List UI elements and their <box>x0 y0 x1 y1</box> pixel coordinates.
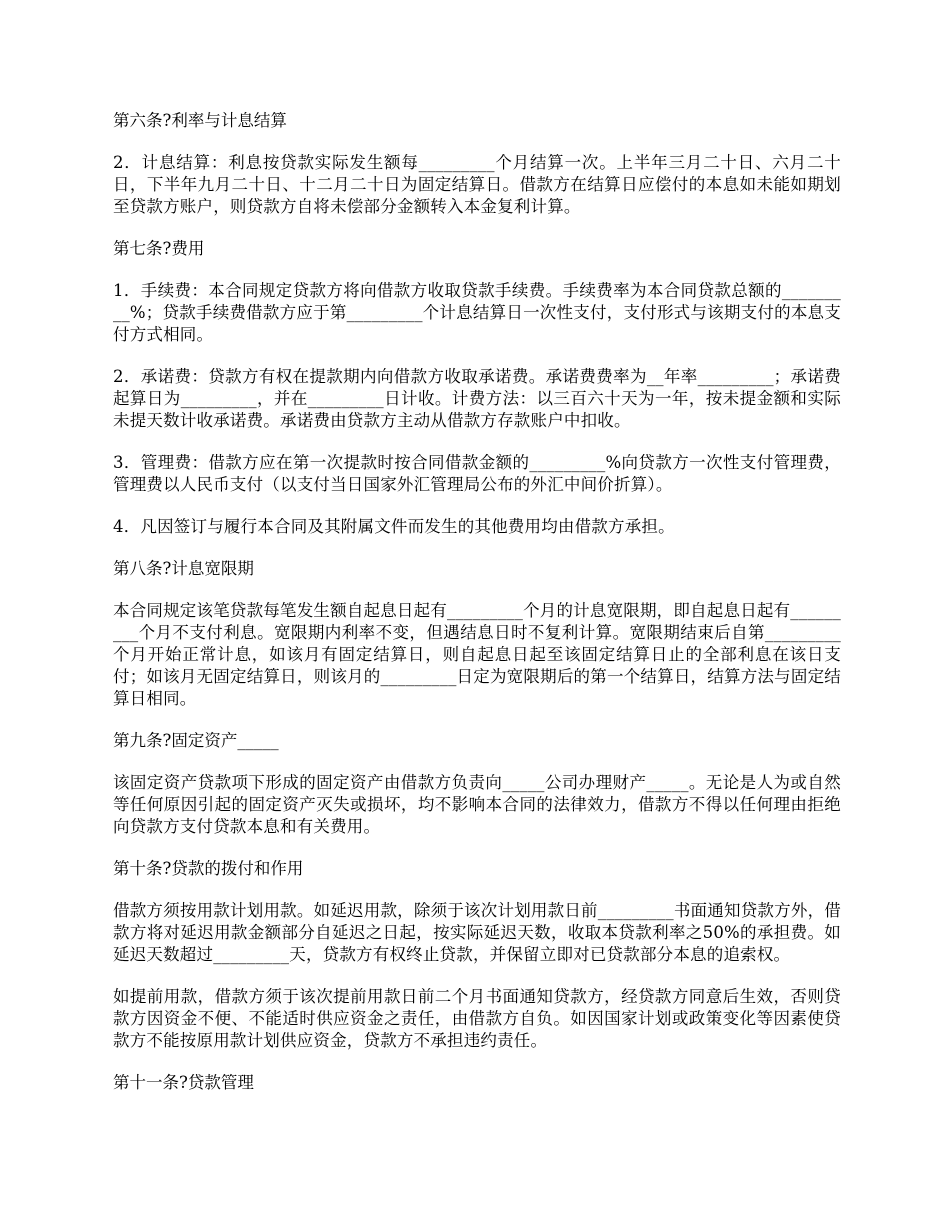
section-heading-article-10: 第十条?贷款的拨付和作用 <box>113 859 304 878</box>
section-heading-article-9: 第九条?固定资产_____ <box>113 731 279 750</box>
section-heading-article-7: 第七条?费用 <box>113 239 205 258</box>
section-heading-article-8: 第八条?计息宽限期 <box>113 559 254 578</box>
paragraph-grace-period: 本合同规定该笔贷款每笔发生额自起息日起有_________个月的计息宽限期，即自起息日起有_________个月不支付利息。宽限期内利率不变，但遇结息日时不复利计算。宽限期结束后自第_________个月开始正常计息，如该月有固定结算日，则自起息日起至该固定结算日止的全部利息在该日支付；如该月无固定结算日，则该月的_________日定为宽限期后的第一个结算日，结算方法与固定结算日相同。 <box>113 601 841 708</box>
section-heading-article-11: 第十一条?贷款管理 <box>113 1073 254 1092</box>
paragraph-commitment-fee: 2．承诺费：贷款方有权在提款期内向借款方收取承诺费。承诺费费率为__年率_________；承诺费起算日为_________，并在_________日计收。计费方法：以三百六十天为一年，按未提金额和实际未提天数计收承诺费。承诺费由贷款方主动从借款方存款账户中扣收。 <box>113 367 841 430</box>
paragraph-other-fees: 4．凡因签订与履行本合同及其附属文件而发生的其他费用均由借款方承担。 <box>113 517 675 536</box>
paragraph-handling-fee: 1．手续费：本合同规定贷款方将向借款方收取贷款手续费。手续费率为本合同贷款总额的_________%；贷款手续费借款方应于第_________个计息结算日一次性支付，支付形式与该期支付的本息支付方式相同。 <box>113 281 841 344</box>
paragraph-fixed-assets: 该固定资产贷款项下形成的固定资产由借款方负责向_____公司办理财产_____。无论是人为或自然等任何原因引起的固定资产灭失或损坏，均不影响本合同的法律效力，借款方不得以任何理由拒绝向贷款方支付贷款本息和有关费用。 <box>113 773 841 836</box>
document-body <box>113 110 841 1114</box>
paragraph-management-fee: 3．管理费：借款方应在第一次提款时按合同借款金额的_________%向贷款方一次性支付管理费，管理费以人民币支付（以支付当日国家外汇管理局公布的外汇中间价折算）。 <box>113 453 841 494</box>
paragraph-delayed-drawdown: 借款方须按用款计划用款。如延迟用款，除须于该次计划用款日前_________书面通知贷款方外，借款方将对延迟用款金额部分自延迟之日起，按实际延迟天数，收取本贷款利率之50%的承担费。如延迟天数超过_________天，贷款方有权终止贷款，并保留立即对已贷款部分本息的追索权。 <box>113 901 841 964</box>
section-heading-article-6: 第六条?利率与计息结算 <box>113 111 287 130</box>
paragraph-interest-settlement: 2．计息结算：利息按贷款实际发生额每_________个月结算一次。上半年三月二十日、六月二十日，下半年九月二十日、十二月二十日为固定结算日。借款方在结算日应偿付的本息如未能如期划至贷款方账户，则贷款方自将未偿部分金额转入本金复利计算。 <box>113 153 841 216</box>
paragraph-early-drawdown: 如提前用款，借款方须于该次提前用款日前二个月书面通知贷款方，经贷款方同意后生效，否则贷款方因资金不便、不能适时供应资金之责任，由借款方自负。如因国家计划或政策变化等因素使贷款方不能按原用款计划供应资金，贷款方不承担违约责任。 <box>113 987 841 1050</box>
